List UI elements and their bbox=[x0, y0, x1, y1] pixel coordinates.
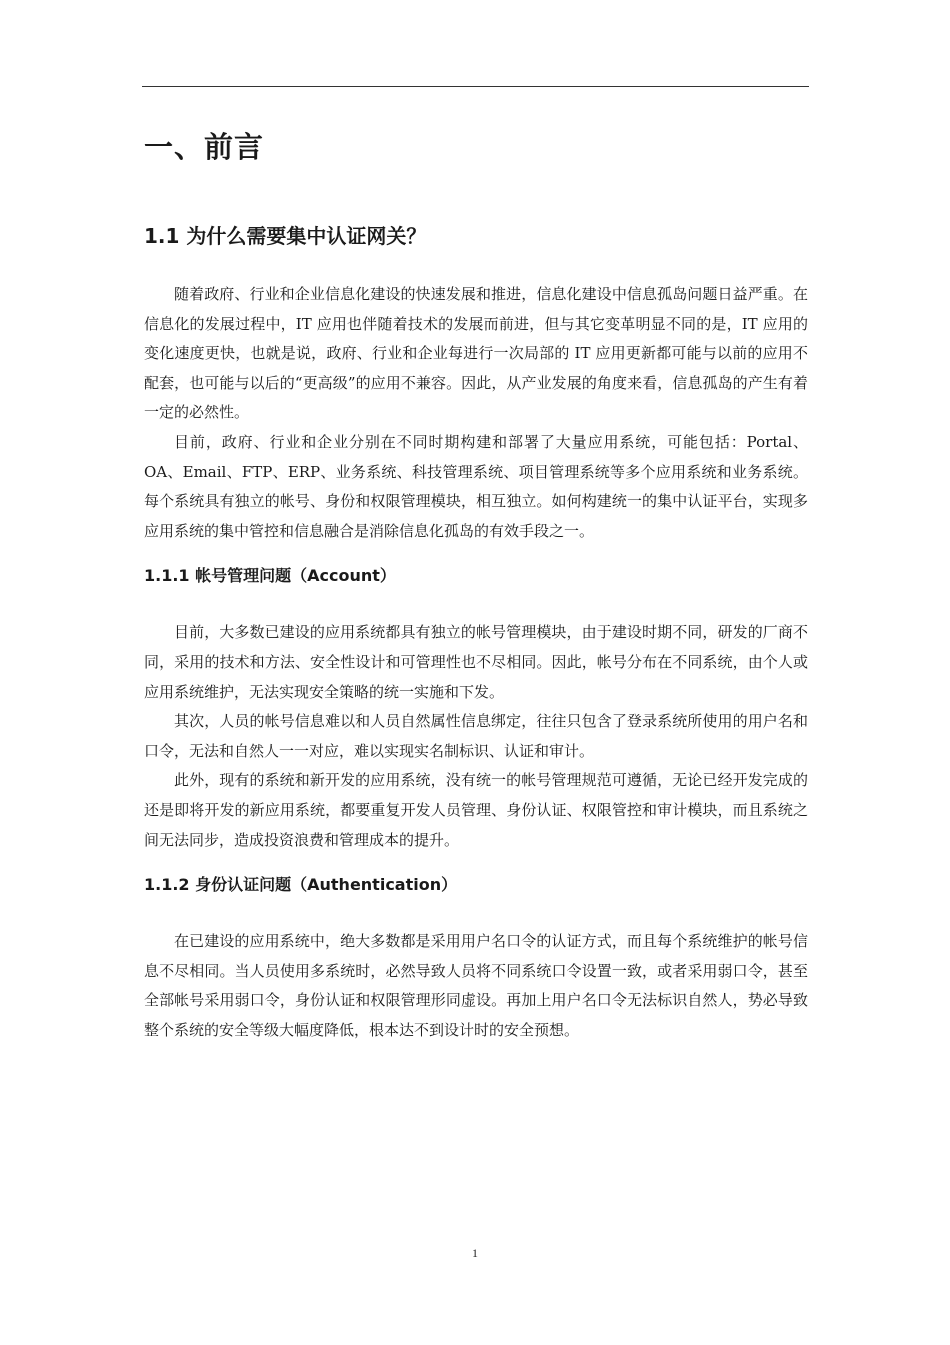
paragraph: 随着政府、行业和企业信息化建设的快速发展和推进，信息化建设中信息孤岛问题日益严重。在信息化的发展过程中，IT 应用也伴随着技术的发展而前进，但与其它变革明显不同的是，IT 应用的变化速度更快，也就是说，政府、行业和企业每进行一次局部的 IT 应用更新都可能与以前的应用不配套，也可能与以后的“更高级”的应用不兼容。因此，从产业发展的角度来看，信息孤岛的产生有着一定的必然性。 bbox=[144, 285, 808, 422]
section-heading-1-1-2: 1.1.2 身份认证问题（Authentication） bbox=[144, 875, 458, 895]
chapter-title: 一、前言 bbox=[144, 130, 265, 164]
paragraph: 目前，政府、行业和企业分别在不同时期构建和部署了大量应用系统，可能包括：Portal、OA、Email、FTP、ERP、业务系统、科技管理系统、项目管理系统等多个应用系统和业务系统。每个系统具有独立的帐号、身份和权限管理模块，相互独立。如何构建统一的集中认证平台，实现多应用系统的集中管控和信息融合是消除信息化孤岛的有效手段之一。 bbox=[144, 432, 808, 540]
section-1-1-1-body bbox=[144, 618, 808, 855]
paragraph: 在已建设的应用系统中，绝大多数都是采用用户名口令的认证方式，而且每个系统维护的帐号信息不尽相同。当人员使用多系统时，必然导致人员将不同系统口令设置一致，或者采用弱口令，甚至全部帐号采用弱口令，身份认证和权限管理形同虚设。再加上用户名口令无法标识自然人，势必导致整个系统的安全等级大幅度降低，根本达不到设计时的安全预想。 bbox=[144, 932, 808, 1039]
section-1-1-body bbox=[144, 280, 808, 546]
page-number: 1 bbox=[472, 1246, 478, 1260]
paragraph: 其次，人员的帐号信息难以和人员自然属性信息绑定，往往只包含了登录系统所使用的用户名和口令，无法和自然人一一对应，难以实现实名制标识、认证和审计。 bbox=[144, 712, 808, 760]
section-heading-1-1-1: 1.1.1 帐号管理问题（Account） bbox=[144, 566, 396, 586]
header-rule bbox=[142, 86, 809, 87]
section-heading-1-1: 1.1 为什么需要集中认证网关？ bbox=[144, 224, 427, 248]
paragraph: 此外，现有的系统和新开发的应用系统，没有统一的帐号管理规范可遵循，无论已经开发完成的还是即将开发的新应用系统，都要重复开发人员管理、身份认证、权限管控和审计模块，而且系统之间无法同步，造成投资浪费和管理成本的提升。 bbox=[144, 771, 808, 849]
paragraph: 目前，大多数已建设的应用系统都具有独立的帐号管理模块，由于建设时期不同，研发的厂商不同，采用的技术和方法、安全性设计和可管理性也不尽相同。因此，帐号分布在不同系统，由个人或应用系统维护，无法实现安全策略的统一实施和下发。 bbox=[144, 623, 808, 701]
section-1-1-2-body bbox=[144, 927, 808, 1045]
page-content bbox=[144, 120, 808, 1045]
